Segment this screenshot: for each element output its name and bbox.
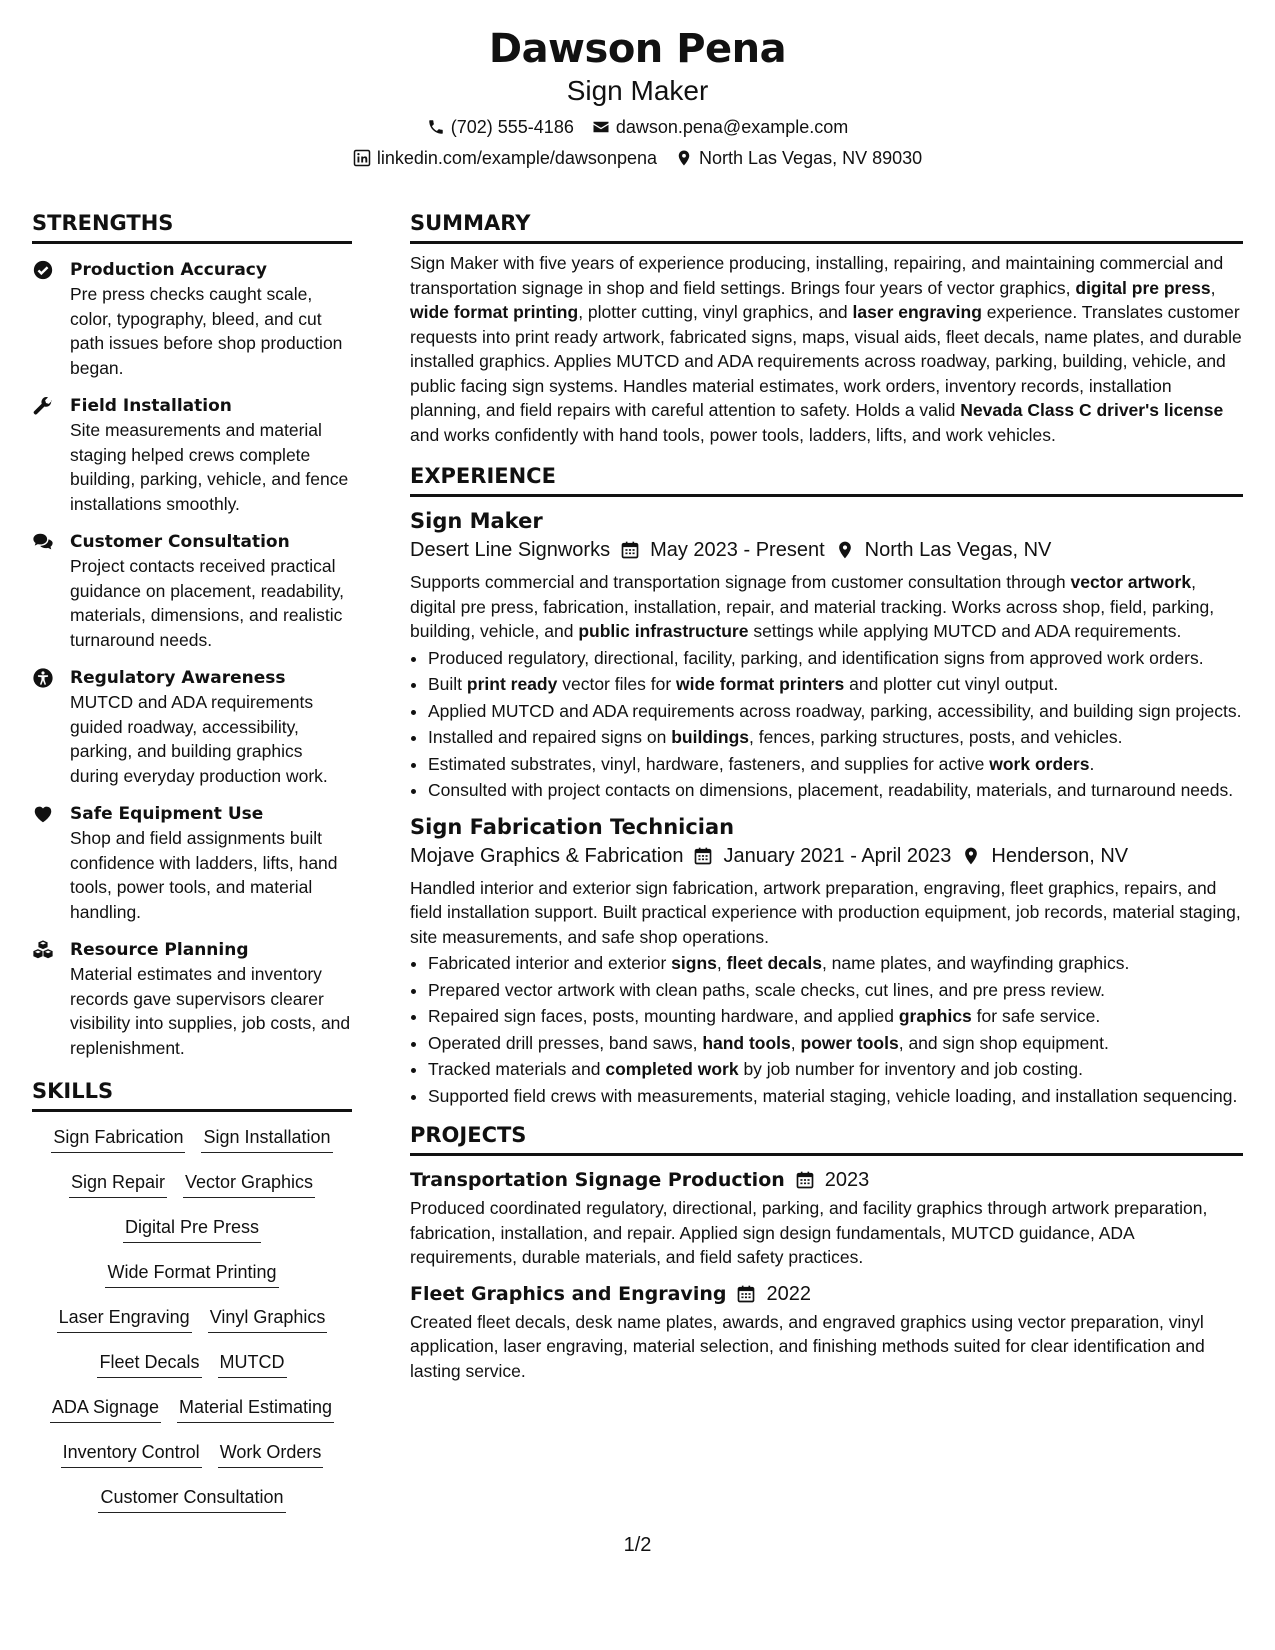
page-number: 1/2 bbox=[623, 1534, 652, 1556]
text-run: settings while applying MUTCD and ADA requirements. bbox=[748, 621, 1182, 641]
skill-row bbox=[32, 1484, 352, 1529]
strength-desc: Pre press checks caught scale, color, typography, bleed, and cut path issues before shop production began. bbox=[70, 284, 343, 378]
strength-body bbox=[70, 938, 352, 1060]
text-run: Supported field crews with measurements, material staging, vehicle loading, and installation sequencing. bbox=[428, 1085, 1238, 1106]
bold-text: fleet decals bbox=[726, 953, 822, 973]
bold-text: Nevada Class C driver's license bbox=[960, 400, 1224, 420]
job-bullets bbox=[410, 646, 1243, 803]
job-entry bbox=[410, 507, 1243, 803]
text-run: and plotter cut vinyl output. bbox=[844, 674, 1059, 694]
strength-title: Safe Equipment Use bbox=[70, 804, 264, 824]
strength-title: Resource Planning bbox=[70, 940, 249, 960]
skill-tag: Vector Graphics bbox=[183, 1169, 315, 1198]
heart-icon bbox=[32, 803, 54, 825]
skill-tag: Material Estimating bbox=[177, 1394, 334, 1423]
bold-text: completed work bbox=[605, 1059, 739, 1079]
experience-heading: EXPERIENCE bbox=[410, 463, 1243, 497]
text-run: Operated drill presses, band saws, bbox=[428, 1032, 703, 1053]
location-text: North Las Vegas, NV 89030 bbox=[699, 148, 923, 168]
project-description: Produced coordinated regulatory, directional, parking, and facility graphics through artwork preparation, fabrication, installation, and repair. Applied sign design fundamentals, MUTCD guidance, ADA requirements, durable materials, and field safety practices. bbox=[410, 1198, 1208, 1267]
strength-item bbox=[32, 258, 352, 380]
project-year: 2023 bbox=[824, 1169, 870, 1191]
skill-row bbox=[32, 1349, 352, 1394]
job-title: Sign Fabrication Technician bbox=[410, 814, 735, 839]
text-run: Estimated substrates, vinyl, hardware, fasteners, and supplies for active bbox=[428, 753, 990, 774]
project-title: Fleet Graphics and Engraving bbox=[410, 1282, 727, 1305]
accessibility-icon bbox=[32, 667, 54, 689]
bold-text: hand tools bbox=[702, 1032, 791, 1053]
skill-row bbox=[32, 1304, 352, 1349]
job-title: Sign Maker bbox=[410, 509, 543, 533]
bold-text: wide format printing bbox=[410, 302, 579, 322]
strength-body bbox=[70, 802, 352, 924]
job-entry bbox=[410, 813, 1243, 1109]
envelope-icon bbox=[592, 118, 610, 136]
summary-heading: SUMMARY bbox=[410, 210, 1243, 244]
job-meta bbox=[410, 536, 1243, 564]
left-column bbox=[32, 210, 352, 1529]
project-year: 2022 bbox=[766, 1282, 811, 1305]
bold-text: graphics bbox=[898, 1006, 972, 1026]
skill-tag: Work Orders bbox=[218, 1439, 324, 1468]
job-description bbox=[410, 876, 1243, 950]
skill-row bbox=[32, 1259, 352, 1304]
bold-text: wide format printers bbox=[676, 674, 845, 694]
calendar-icon bbox=[795, 1170, 815, 1190]
job-bullet bbox=[428, 672, 1243, 697]
strength-desc: Project contacts received practical guidance on placement, readability, materials, dimensions, and realistic turnaround needs. bbox=[70, 556, 345, 650]
text-run: by job number for inventory and job costing. bbox=[738, 1059, 1083, 1079]
strength-title: Field Installation bbox=[70, 396, 232, 416]
strengths-list bbox=[32, 258, 352, 1060]
skill-tag: Customer Consultation bbox=[98, 1484, 285, 1513]
skill-row bbox=[32, 1439, 352, 1484]
job-location: North Las Vegas, NV bbox=[864, 539, 1052, 561]
job-bullet bbox=[428, 1031, 1243, 1056]
skill-tag: Vinyl Graphics bbox=[208, 1304, 328, 1333]
skill-row bbox=[32, 1394, 352, 1439]
job-bullet bbox=[428, 646, 1243, 671]
project-title-row bbox=[410, 1280, 1243, 1308]
strength-item bbox=[32, 802, 352, 924]
strength-title: Regulatory Awareness bbox=[70, 668, 286, 688]
strength-title: Customer Consultation bbox=[70, 532, 290, 552]
job-bullet bbox=[428, 1057, 1243, 1082]
content-columns bbox=[32, 210, 1243, 1529]
strength-title: Production Accuracy bbox=[70, 260, 267, 280]
right-column bbox=[410, 210, 1243, 1529]
strength-desc: Material estimates and inventory records gave supervisors clearer visibility into supplies, job costs, and replenishment. bbox=[70, 964, 351, 1058]
phone-contact[interactable] bbox=[427, 115, 574, 139]
text-run: , and sign shop equipment. bbox=[898, 1032, 1109, 1053]
job-bullet bbox=[428, 978, 1243, 1003]
comments-icon bbox=[32, 531, 54, 553]
contact-row-2 bbox=[0, 146, 1275, 170]
job-location: Henderson, NV bbox=[991, 844, 1129, 867]
projects-list bbox=[410, 1166, 1243, 1383]
email-contact[interactable] bbox=[592, 115, 848, 139]
linkedin-contact[interactable] bbox=[353, 146, 657, 170]
project-description: Created fleet decals, desk name plates, awards, and engraved graphics using vector preparation, vinyl application, laser engraving, material selection, and finishing methods suited for clear identification and lasting service. bbox=[410, 1311, 1205, 1381]
project-entry bbox=[410, 1166, 1243, 1270]
text-run: Installed and repaired signs on bbox=[428, 727, 672, 747]
strength-item bbox=[32, 530, 352, 652]
skill-tag: Inventory Control bbox=[61, 1439, 202, 1468]
wrench-icon bbox=[32, 395, 54, 417]
email-text: dawson.pena@example.com bbox=[615, 117, 849, 137]
skill-tag: Sign Installation bbox=[201, 1124, 332, 1153]
skill-tag: Digital Pre Press bbox=[123, 1214, 261, 1243]
candidate-role: Sign Maker bbox=[566, 75, 709, 106]
header bbox=[0, 0, 1275, 170]
strength-desc: Shop and field assignments built confidence with ladders, lifts, hand tools, power tools, and material handling. bbox=[70, 828, 338, 922]
cubes-icon bbox=[32, 939, 54, 961]
bold-text: power tools bbox=[800, 1032, 899, 1053]
text-run: . bbox=[1089, 753, 1095, 774]
phone-icon bbox=[427, 118, 445, 136]
text-run: , bbox=[790, 1032, 801, 1053]
job-bullet bbox=[428, 752, 1243, 777]
text-run: Tracked materials and bbox=[428, 1059, 606, 1079]
calendar-icon bbox=[736, 1284, 756, 1304]
project-title-row bbox=[410, 1166, 1243, 1194]
skill-row bbox=[32, 1169, 352, 1214]
strength-item bbox=[32, 938, 352, 1060]
skill-tag: ADA Signage bbox=[50, 1394, 161, 1423]
text-run: for safe service. bbox=[971, 1006, 1101, 1026]
skill-tag: Laser Engraving bbox=[57, 1304, 192, 1333]
text-run: , plotter cutting, vinyl graphics, and bbox=[578, 302, 853, 322]
job-bullet bbox=[428, 951, 1243, 976]
map-pin-icon bbox=[961, 846, 981, 866]
skill-tag: Fleet Decals bbox=[97, 1349, 201, 1378]
location-contact bbox=[675, 146, 922, 170]
candidate-name: Dawson Pena bbox=[488, 26, 787, 72]
job-bullet bbox=[428, 1004, 1243, 1029]
text-run: experience. Translates customer requests into print ready artwork, fabricated signs, maps, visual aids, fleet decals, name plates, and durable installed graphics. Applies MUTCD and ADA requirements across roadway, parking, building, vehicle, and public facing sign systems. Handles material estimates, work orders, inventory records, installation planning, and field repairs with careful attention to safety. Holds a valid bbox=[410, 302, 1242, 420]
linkedin-text: linkedin.com/example/dawsonpena bbox=[376, 148, 657, 168]
calendar-icon bbox=[693, 846, 713, 866]
skill-tag: Sign Fabrication bbox=[51, 1124, 185, 1153]
job-company: Mojave Graphics & Fabrication bbox=[410, 844, 684, 867]
job-description bbox=[410, 570, 1243, 644]
skill-row bbox=[32, 1214, 352, 1259]
strength-body bbox=[70, 530, 352, 652]
job-company: Desert Line Signworks bbox=[410, 539, 611, 561]
job-bullet bbox=[428, 699, 1243, 724]
strength-body bbox=[70, 666, 352, 788]
job-meta bbox=[410, 842, 1243, 870]
job-bullet bbox=[428, 1084, 1243, 1109]
text-run: and works confidently with hand tools, power tools, ladders, lifts, and work vehicles. bbox=[410, 424, 1056, 445]
strength-desc: Site measurements and material staging helped crews complete building, parking, vehicle, and fence installations smoothly. bbox=[70, 420, 349, 514]
linkedin-icon bbox=[353, 149, 371, 167]
bold-text: print ready bbox=[466, 674, 558, 694]
job-bullet bbox=[428, 725, 1243, 750]
job-dates: May 2023 - Present bbox=[650, 539, 825, 561]
strength-item bbox=[32, 666, 352, 788]
text-run: , bbox=[716, 953, 727, 973]
bold-text: vector artwork bbox=[1070, 572, 1192, 592]
strength-desc: MUTCD and ADA requirements guided roadway, accessibility, parking, and building graphics during everyday production work. bbox=[70, 692, 328, 786]
text-run: Prepared vector artwork with clean paths, scale checks, cut lines, and pre press review. bbox=[428, 979, 1105, 1000]
text-run: Fabricated interior and exterior bbox=[428, 953, 672, 973]
text-run: Consulted with project contacts on dimensions, placement, readability, materials, and turnaround needs. bbox=[428, 780, 1234, 800]
contact-row-1 bbox=[0, 115, 1275, 139]
projects-heading: PROJECTS bbox=[410, 1122, 1243, 1156]
map-pin-icon bbox=[835, 540, 855, 560]
jobs-list bbox=[410, 507, 1243, 1108]
bold-text: signs bbox=[671, 953, 717, 973]
skill-tag: Sign Repair bbox=[69, 1169, 167, 1198]
text-run: Applied MUTCD and ADA requirements across roadway, parking, accessibility, and building sign projects. bbox=[428, 700, 1242, 721]
text-run: , digital pre press, fabrication, installation, repair, and material tracking. Works across shop, field, parking, building, vehicle, and bbox=[410, 572, 1215, 641]
text-run: , fences, parking structures, posts, and vehicles. bbox=[749, 727, 1123, 747]
text-run: Sign Maker with five years of experience producing, installing, repairing, and maintaining commercial and transportation signage in shop and field settings. Brings four years of vector graphics, bbox=[410, 253, 1224, 298]
text-run: , name plates, and wayfinding graphics. bbox=[821, 953, 1130, 973]
phone-text: (702) 555-4186 bbox=[450, 117, 574, 137]
bold-text: public infrastructure bbox=[578, 621, 749, 641]
check-circle-icon bbox=[32, 259, 54, 281]
project-entry bbox=[410, 1280, 1243, 1384]
text-run: vector files for bbox=[557, 674, 677, 694]
text-run: Repaired sign faces, posts, mounting hardware, and applied bbox=[428, 1006, 899, 1026]
job-bullets bbox=[410, 951, 1243, 1108]
strength-body bbox=[70, 394, 352, 516]
job-bullet bbox=[428, 778, 1243, 803]
summary-text bbox=[410, 251, 1243, 447]
text-run: Built bbox=[428, 674, 467, 694]
skill-tag: MUTCD bbox=[218, 1349, 287, 1378]
strength-item bbox=[32, 394, 352, 516]
job-dates: January 2021 - April 2023 bbox=[723, 844, 952, 867]
map-pin-icon bbox=[675, 149, 693, 167]
text-run: Supports commercial and transportation signage from customer consultation through bbox=[410, 572, 1071, 592]
strength-body bbox=[70, 258, 352, 380]
calendar-icon bbox=[620, 540, 640, 560]
bold-text: laser engraving bbox=[852, 302, 982, 322]
skills-list bbox=[32, 1124, 352, 1529]
text-run: Handled interior and exterior sign fabrication, artwork preparation, engraving, fleet graphics, repairs, and field installation support. Built practical experience with production equipment, job records, material staging, site measurements, and safe shop operations. bbox=[410, 877, 1241, 947]
text-run: Produced regulatory, directional, facility, parking, and identification signs from approved work orders. bbox=[428, 647, 1204, 668]
bold-text: work orders bbox=[989, 753, 1090, 774]
strengths-heading: STRENGTHS bbox=[32, 210, 352, 244]
bold-text: buildings bbox=[671, 727, 749, 747]
project-title: Transportation Signage Production bbox=[410, 1169, 785, 1191]
skill-tag: Wide Format Printing bbox=[105, 1259, 278, 1288]
text-run: , bbox=[1210, 277, 1216, 298]
skills-heading: SKILLS bbox=[32, 1078, 352, 1112]
skill-row bbox=[32, 1124, 352, 1169]
bold-text: digital pre press bbox=[1075, 277, 1211, 298]
